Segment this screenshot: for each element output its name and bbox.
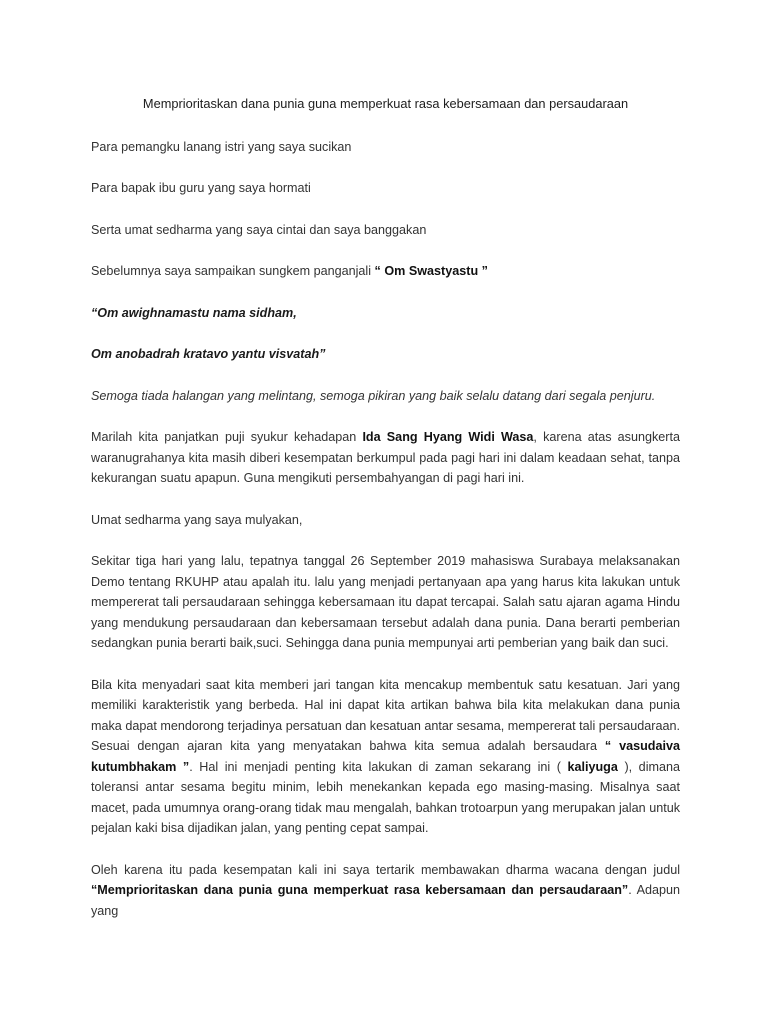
paragraph-gratitude — [91, 427, 680, 489]
ida-sang-hyang-widi-wasa: Ida Sang Hyang Widi Wasa — [362, 430, 534, 444]
salutation-guru: Para bapak ibu guru yang saya hormati — [91, 181, 311, 195]
paragraph-topic — [91, 860, 680, 922]
vasudaiva-kutumbhakam: “ vasudaiva kutumbhakam ” — [91, 739, 680, 774]
om-swastyastu: “ Om Swastyastu ” — [374, 264, 488, 278]
para4-after: . Adapun yang — [91, 883, 680, 918]
para3-part3: ), dimana toleransi antar sesama begitu minim, lebih menekankan kepada ego masing-masing. Misalnya saat macet, pada umumnya orang-orang tidak mau mengalah, bahkan trotoarpun yang merupakan jalan untuk pejalan kaki bisa dijadikan jalan, yang penting cepat sampai. — [91, 759, 680, 835]
paragraph-demo: Sekitar tiga hari yang lalu, tepatnya tanggal 26 September 2019 mahasiswa Surabaya melaksanakan Demo tentang RKUHP atau apalah itu. lalu yang menjadi pertanyaan apa yang harus kita lakukan untuk mempererat tali persaudaraan sehingga kebersamaan itu dapat tercapai. Salah satu ajaran agama Hindu yang mendukung persaudaraan dan kebersamaan tersebut adalah dana punia. Dana berarti pemberian sedangkan punia berarti baik,suci. Sehingga dana punia mempunyai arti pemberian yang baik dan suci. — [91, 554, 680, 650]
mantra-meaning: Semoga tiada halangan yang melintang, semoga pikiran yang baik selalu datang dari segala penjuru. — [91, 388, 656, 403]
salutation-umat: Serta umat sedharma yang saya cintai dan saya banggakan — [91, 222, 427, 237]
opening-prefix: Sebelumnya saya sampaikan sungkem panganjali — [91, 264, 375, 278]
address-umat: Umat sedharma yang saya mulyakan, — [91, 512, 303, 527]
mantra-line-2: Om anobadrah kratavo yantu visvatah” — [91, 347, 326, 361]
para1-before: Marilah kita panjatkan puji syukur kehadapan — [91, 430, 363, 444]
para4-before: Oleh karena itu pada kesempatan kali ini saya tertarik membawakan dharma wacana dengan judul — [91, 862, 680, 877]
salutation-pemangku: Para pemangku lanang istri yang saya sucikan — [91, 139, 352, 154]
opening-greeting — [91, 261, 680, 282]
document-title: Memprioritaskan dana punia guna memperkuat rasa kebersamaan dan persaudaraan — [142, 96, 629, 111]
para3-part1: Bila kita menyadari saat kita memberi jari tangan kita mencakup membentuk satu kesatuan. Jari yang memiliki karakteristik yang berbeda. Hal ini dapat kita artikan bahwa bila kita melakukan dana punia maka dapat mendorong terjadinya persatuan dan kesatuan antar sesama, mempererat tali persaudaraan. Sesuai dengan ajaran kita yang menyatakan bahwa kita semua adalah bersaudara — [91, 677, 680, 753]
kaliyuga: kaliyuga — [567, 759, 618, 774]
dharma-wacana-title: “Memprioritaskan dana punia guna memperkuat rasa kebersamaan dan persaudaraan” — [91, 883, 629, 897]
para3-part2: . Hal ini menjadi penting kita lakukan di zaman sekarang ini ( — [189, 759, 568, 774]
mantra-line-1: “Om awighnamastu nama sidham, — [91, 305, 297, 320]
para1-after: , karena atas asungkerta waranugrahanya kita masih diberi kesempatan berkumpul pada pagi hari ini dalam keadaan sehat, tanpa kekurangan suatu apapun. Guna mengikuti persembahyangan di pagi hari ini. — [91, 430, 680, 485]
paragraph-kesatuan — [91, 675, 680, 839]
